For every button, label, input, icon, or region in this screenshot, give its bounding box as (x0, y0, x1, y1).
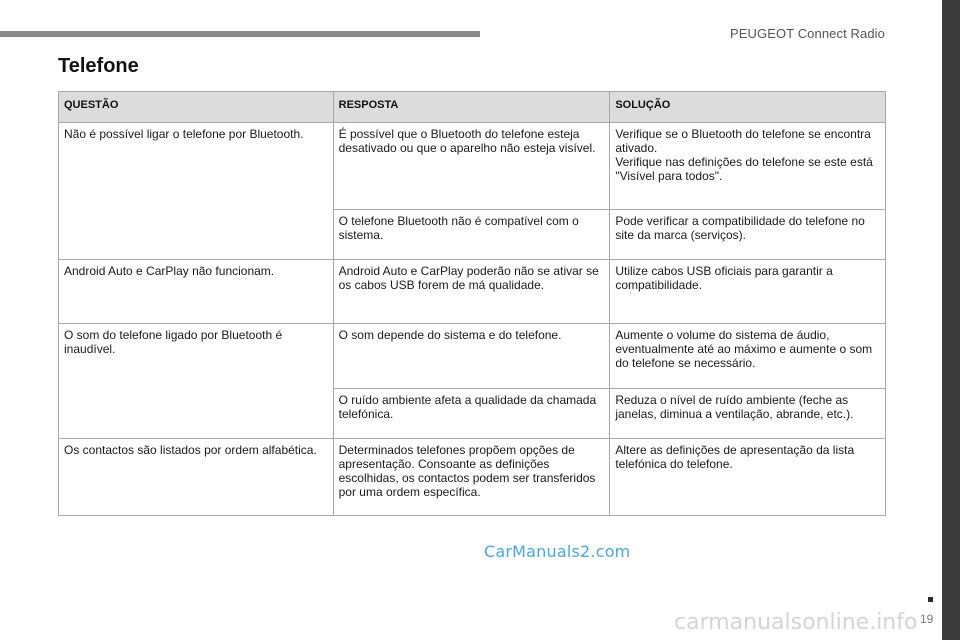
question-cell: Os contactos são listados por ordem alfabética. (59, 439, 334, 516)
watermark-carmanuals2: CarManuals2.com (484, 542, 631, 561)
table-row (59, 439, 886, 516)
question-cell: Android Auto e CarPlay não funcionam. (59, 260, 334, 324)
solution-cell: Reduza o nível de ruído ambiente (feche as janelas, diminua a ventilação, abrande, etc.). (610, 389, 886, 439)
answer-cell: O som depende do sistema e do telefone. (333, 324, 610, 389)
column-header-question: QUESTÃO (59, 92, 334, 123)
answer-cell: Android Auto e CarPlay poderão não se ativar se os cabos USB forem de má qualidade. (333, 260, 610, 324)
answer-cell: É possível que o Bluetooth do telefone esteja desativado ou que o aparelho não esteja visível. (333, 123, 610, 210)
table-header-row (59, 92, 886, 123)
brand-label: PEUGEOT Connect Radio (729, 26, 885, 41)
table-row (59, 260, 886, 324)
troubleshooting-table (58, 91, 886, 516)
solution-cell: Altere as definições de apresentação da lista telefónica do telefone. (610, 439, 886, 516)
solution-cell: Verifique se o Bluetooth do telefone se encontra ativado. Verifique nas definições do telefone se este está "Visível para todos". (610, 123, 886, 210)
column-header-answer: RESPOSTA (333, 92, 610, 123)
page-title: Telefone (58, 55, 139, 77)
solution-cell: Pode verificar a compatibilidade do telefone no site da marca (serviços). (610, 210, 886, 260)
answer-cell: Determinados telefones propõem opções de apresentação. Consoante as definições escolhidas, os contactos podem ser transferidos por uma ordem específica. (333, 439, 610, 516)
section-marker (928, 597, 933, 602)
column-header-solution: SOLUÇÃO (610, 92, 886, 123)
table-row (59, 123, 886, 210)
watermark-carmanualsonline: carmanualsonline.info (674, 610, 918, 635)
page-number: 19 (920, 612, 934, 626)
answer-cell: O telefone Bluetooth não é compatível com o sistema. (333, 210, 610, 260)
solution-cell: Utilize cabos USB oficiais para garantir a compatibilidade. (610, 260, 886, 324)
table-row (59, 324, 886, 389)
header-bar (0, 31, 480, 37)
question-cell: Não é possível ligar o telefone por Bluetooth. (59, 123, 334, 260)
question-cell: O som do telefone ligado por Bluetooth é inaudível. (59, 324, 334, 439)
solution-cell: Aumente o volume do sistema de áudio, eventualmente até ao máximo e aumente o som do telefone se necessário. (610, 324, 886, 389)
side-strip (942, 0, 960, 640)
answer-cell: O ruído ambiente afeta a qualidade da chamada telefónica. (333, 389, 610, 439)
